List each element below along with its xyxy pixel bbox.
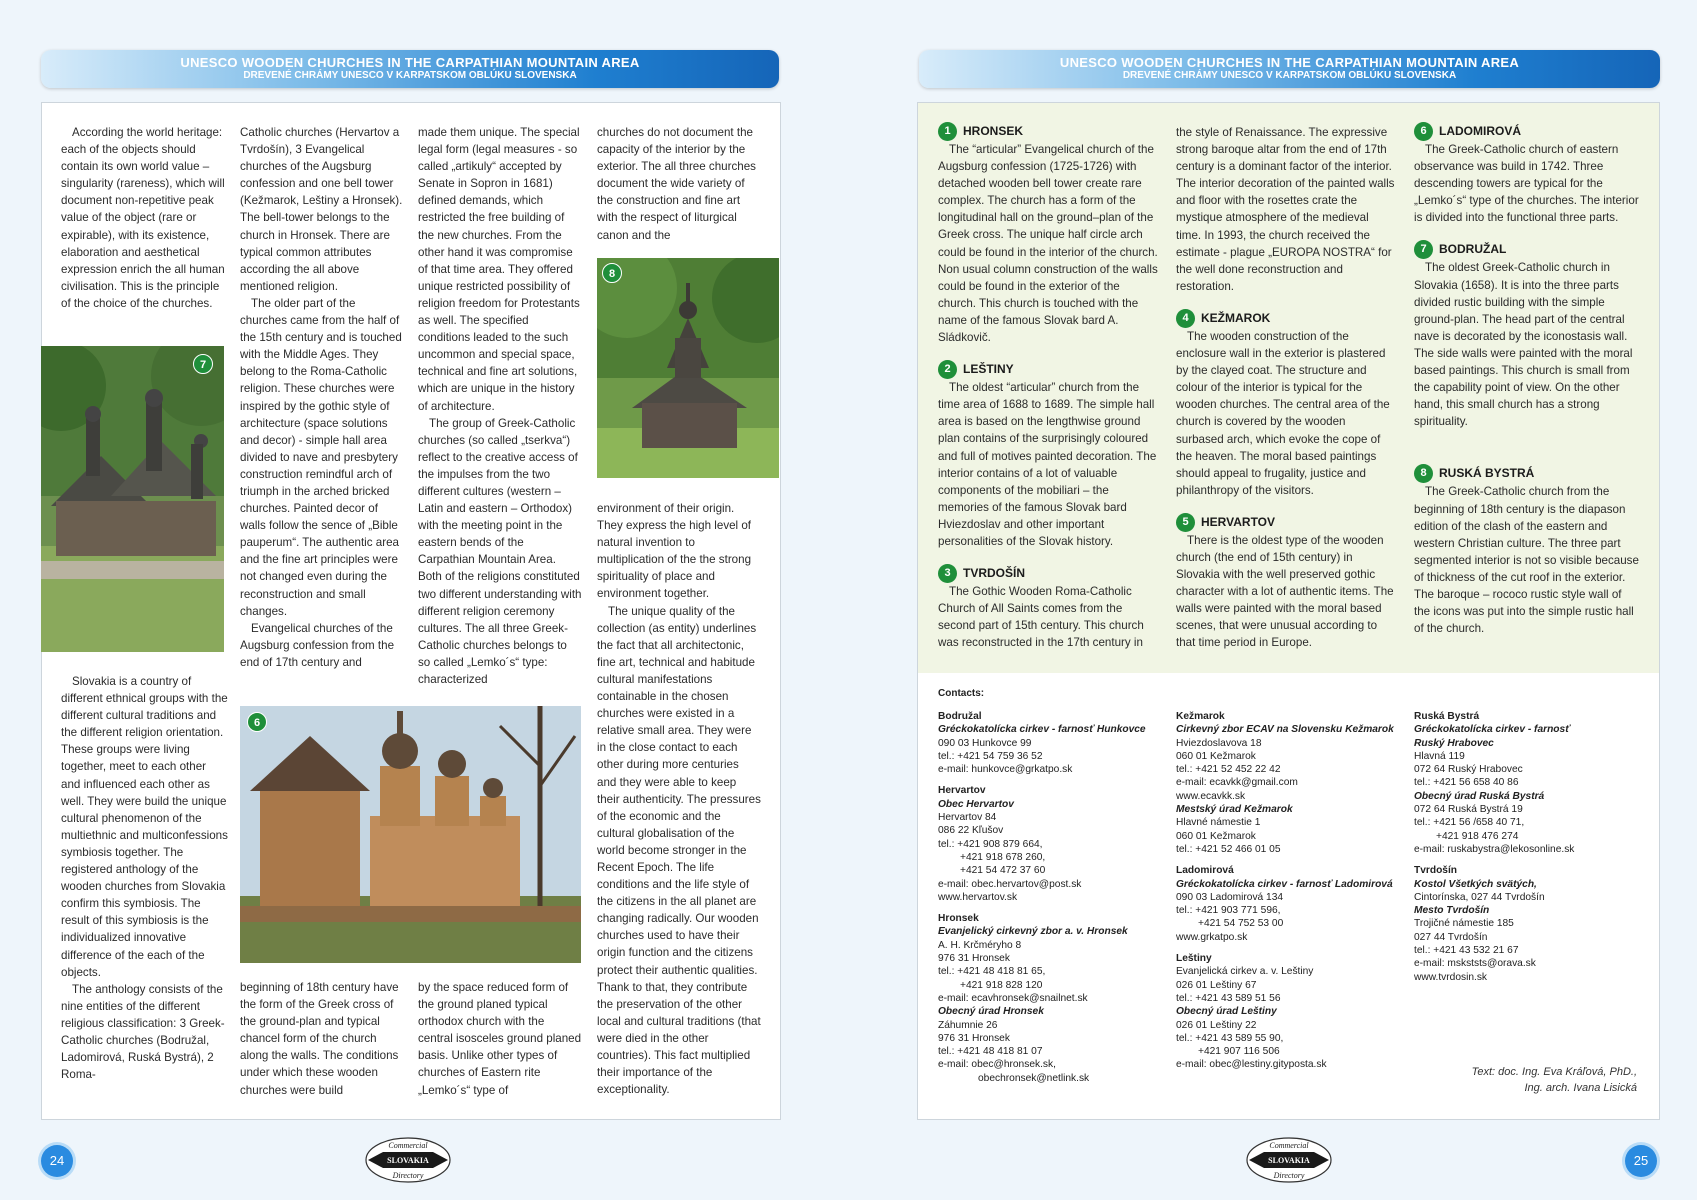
column-3-top	[418, 124, 582, 688]
contact-spacer	[938, 904, 1160, 912]
paragraph: According the world heritage: each of the objects should contain its own world value – singularity (rareness), which will document non-repetitive peak value of the object (rare or expirable), with its existence, elaboration and aesthetical expression enrich the all human civilisation. This is the principle of the choice of the churches.	[61, 126, 225, 310]
section-text: The Greek-Catholic church of eastern observance was build in 1742. Three descending towers are typical for the „Lemko´s“ type of the churches. The interior is divided into the functional three parts.	[1414, 143, 1639, 225]
header-banner	[919, 50, 1660, 88]
contact-line: www.tvrdosin.sk	[1414, 971, 1488, 983]
section-text: The oldest Greek-Catholic church in Slovakia (1658). It is into the three parts divided rustic building with the simple ground-plan. The head part of the central nave is decorated by the iconostasis wall. The side walls were painted with the moral based paintings. This church is small from the capability point of view. On the other hand, this small church has a strong spirituality.	[1414, 261, 1633, 429]
contact-organization: Mestský úrad Kežmarok	[1176, 804, 1293, 816]
contact-line: tel.: +421 56 658 40 86	[1414, 777, 1519, 789]
contact-line: tel.: +421 52 466 01 05	[1176, 843, 1281, 855]
contact-line: www.hervartov.sk	[938, 891, 1018, 903]
contact-spacer	[1176, 856, 1398, 864]
column-2-top	[240, 124, 403, 671]
contact-line: obechronsek@netlink.sk	[978, 1072, 1090, 1084]
section-title: HERVARTOV	[1201, 514, 1276, 529]
contact-organization: Gréckokatolícka cirkev - farnosť Ladomirová	[1176, 878, 1393, 890]
contact-line: 976 31 Hronsek	[938, 953, 1010, 965]
contact-organization: Evanjelický cirkevný zbor a. v. Hronsek	[938, 926, 1128, 938]
contacts-column-3	[1414, 710, 1636, 984]
svg-text:Directory: Directory	[392, 1171, 424, 1180]
contact-line: Cintorínska, 027 44 Tvrdošín	[1414, 891, 1545, 903]
paragraph: The group of Greek-Catholic churches (so called „tserkva“) reflect to the creative access of the impulses from the two different cultures (western – Latin and eastern – Orthodox) with the meeting point in the eastern bends of the Carpathian Mountain Area. Both of the religions constituted two different understanding with different religion ceremony cultures. The all three Greek-Catholic churches belongs to so called „Lemko´s“ type: characterized	[418, 416, 582, 686]
paragraph: The anthology consists of the nine entities of the different religious classification: 3 Greek-Catholic churches (Bodružal, Ladomirová, Ruská Bystrá), 2 Roma-	[61, 982, 225, 1082]
photo-badge-6: 6	[247, 712, 267, 732]
section-title: LADOMIROVÁ	[1439, 123, 1521, 138]
column-1-bottom	[61, 673, 228, 1083]
section-text: the style of Renaissance. The expressive strong baroque altar from the end of 17th century is a dominant factor of the interior. The interior decoration of the painted walls and floor with the rosettes crate the mystique atmosphere of the medieval time. In 1993, the church received the estimate - plague „EUROPA NOSTRA“ for the well done reconstruction and restoration.	[1176, 126, 1395, 293]
contact-location: Hervartov	[938, 785, 986, 797]
credit-line: Text: doc. Ing. Eva Kráľová, PhD.,	[1471, 1066, 1637, 1078]
contact-line: e-mail: ruskabystra@lekosonline.sk	[1414, 843, 1575, 855]
contact-location: Ruská Bystrá	[1414, 711, 1480, 722]
contact-location: Leštiny	[1176, 953, 1212, 965]
paragraph: environment of their origin. They express the high level of natural invention to multiplication of the the strong spirituality of place and environment together.	[597, 502, 752, 601]
credit-line: Ing. arch. Ivana Lisická	[1524, 1082, 1637, 1094]
contact-line: +421 54 472 37 60	[960, 865, 1046, 877]
section-heading	[938, 122, 1160, 141]
page-number: 24	[41, 1145, 73, 1177]
paragraph: Slovakia is a country of different ethnical groups with the different cultural traditions and the different religion orientation. These groups were living together, meet to each other and influenced each other as well. They were build the unique cultural phenomenon of the multiethnic and multiconfessions symbiosis together. The registered anthology of the wooden churches from Slovakia confirm this symbiosis. The result of this symbiosis is the individualized innovative difference of the each of the objects.	[61, 675, 228, 979]
contact-organization: Ruský Hrabovec	[1414, 737, 1494, 749]
contact-organization: Obecný úrad Ruská Bystrá	[1414, 790, 1545, 802]
contact-line: tel.: +421 43 589 51 56	[1176, 992, 1281, 1004]
contact-line: 090 03 Hunkovce 99	[938, 737, 1032, 749]
contact-line: www.grkatpo.sk	[1176, 931, 1248, 943]
contact-line: tel.: +421 43 589 55 90,	[1176, 1032, 1284, 1044]
column-2-bottom	[240, 979, 403, 1099]
section-title: TVRDOŠÍN	[963, 566, 1026, 581]
contact-organization: Obecný úrad Hronsek	[938, 1006, 1044, 1018]
contact-line: 086 22 Kľušov	[938, 825, 1004, 837]
section-text: The Gothic Wooden Roma-Catholic Church of All Saints comes from the second part of 15th century. This church was reconstructed in the 17th century in	[938, 585, 1144, 650]
section-heading	[1176, 309, 1396, 328]
section-text: The oldest “articular” church from the time area of 1688 to 1689. The simple hall area is based on the lengthwise ground plan contains of the surprisingly coloured and full of motives painted decoration. The interior contains of a lot of valuable components of the mobiliari – the memories of the famous Slovak bard Hviezdoslav and other important personalities of the Slovak history.	[938, 381, 1157, 548]
contact-spacer	[1414, 856, 1636, 864]
section-title: KEŽMAROK	[1201, 310, 1271, 325]
section-text: The wooden construction of the enclosure wall in the exterior is plastered by the clayed coat. The structure and colour of the interior is typical for the wooden churches. The central area of the church is covered by the wooden surbased arch, which evoke the cope of the heaven. The moral based paintings should appeal to frugality, justice and philanthropy of the visitors.	[1176, 329, 1390, 497]
contact-line: 976 31 Hronsek	[938, 1032, 1010, 1044]
contact-organization: Kostol Všetkých svätých,	[1414, 878, 1537, 890]
contact-line: tel.: +421 908 879 664,	[938, 838, 1043, 850]
column-1-top	[61, 124, 228, 312]
section-heading	[1414, 464, 1639, 483]
section-number-badge: 3	[938, 564, 957, 583]
contact-line: Evanjelická cirkev a. v. Leštiny	[1176, 966, 1314, 978]
svg-text:SLOVAKIA: SLOVAKIA	[1268, 1156, 1310, 1165]
photo-ladomirova	[240, 706, 581, 963]
section-number-badge: 5	[1176, 513, 1195, 532]
contact-line: e-mail: ecavhronsek@snailnet.sk	[938, 992, 1088, 1004]
contact-line: +421 918 828 120	[960, 979, 1043, 991]
contact-line: Záhumnie 26	[938, 1019, 998, 1031]
paragraph: beginning of 18th century have the form of the Greek cross of the ground-plan and typical chancel form of the church along the walls. The conditions under which these wooden churches were build	[240, 981, 399, 1097]
paragraph: by the space reduced form of the ground planed typical orthodox church with the central isosceles ground planed basis. Unlike other types of churches of Eastern rite „Lemko´s“ type of	[418, 981, 582, 1097]
contact-line: Hlavné námestie 1	[1176, 817, 1261, 829]
contact-line: +421 918 476 274	[1436, 830, 1519, 842]
header-subtitle: DREVENÉ CHRÁMY UNESCO V KARPATSKOM OBLÚKU SLOVENSKA	[243, 70, 577, 81]
contacts-column-2	[1176, 710, 1398, 1072]
header-subtitle: DREVENÉ CHRÁMY UNESCO V KARPATSKOM OBLÚKU SLOVENSKA	[1122, 70, 1457, 81]
text-credit	[1369, 1064, 1637, 1096]
section-number-badge: 8	[1414, 464, 1433, 483]
contact-line: +421 54 752 53 00	[1198, 918, 1284, 930]
contact-organization: Gréckokatolícka cirkev - farnosť	[1414, 724, 1571, 736]
contact-line: 026 01 Leštiny 22	[1176, 1019, 1257, 1031]
section-heading	[1176, 513, 1396, 532]
contacts-label: Contacts:	[938, 688, 985, 699]
contact-location: Tvrdošín	[1414, 865, 1458, 877]
paragraph: The unique quality of the collection (as entity) underlines the fact that all architectonic, fine art, technical and habitude cultural manifestations containable in the chosen churches were existed in a relative small area. They were in the close contact to each other during more centuries and they were able to keep their authenticity. The pressures of the economic and the cultural globalisation of the world become stronger in the Recent Epoch. The life conditions and the life style of the citizens in the all planet are changing radically. Our wooden churches used to have their origin function and the citizens protect their authentic qualities. Thank to that, they contribute the preservation of the other local and cultural traditions (that were died in the other countries). This fact multiplied their importance of the exceptionality.	[597, 604, 761, 1097]
contact-line: tel.: +421 48 418 81 07	[938, 1046, 1043, 1058]
church-ruska-bystra-image	[597, 258, 779, 478]
svg-text:Directory: Directory	[1273, 1171, 1305, 1180]
commercial-slovakia-directory-logo	[1244, 1135, 1334, 1185]
header-banner	[41, 50, 779, 88]
contact-line: 072 64 Ruský Hrabovec	[1414, 764, 1523, 776]
contact-organization: Gréckokatolícka cirkev - farnosť Hunkovce	[938, 724, 1146, 736]
svg-text:Commercial: Commercial	[388, 1141, 428, 1150]
contact-line: Hlavná 119	[1414, 750, 1465, 762]
photo-ruska-bystra	[597, 258, 779, 478]
contact-line: tel.: +421 54 759 36 52	[938, 750, 1043, 762]
contact-line: 027 44 Tvrdošín	[1414, 931, 1488, 943]
contact-line: +421 907 116 506	[1198, 1046, 1280, 1058]
section-heading	[938, 360, 1160, 379]
contact-spacer	[938, 776, 1160, 784]
contact-line: 060 01 Kežmarok	[1176, 750, 1256, 762]
contact-line: tel.: +421 903 771 596,	[1176, 905, 1281, 917]
left-page	[0, 0, 848, 1200]
photo-badge-8: 8	[602, 263, 622, 283]
section-title: BODRUŽAL	[1439, 242, 1507, 257]
paragraph: Catholic churches (Hervartov a Tvrdošín), 3 Evangelical churches of the Augsburg confession and one bell tower (Kežmarok, Leštiny a Hronsek). The bell-tower belongs to the church in Hronsek. There are typical common attributes according the all above mentioned religion.	[240, 126, 403, 293]
contact-line: 026 01 Leštiny 67	[1176, 979, 1257, 991]
church-ladomirova-image	[240, 706, 581, 963]
contact-line: www.ecavkk.sk	[1176, 790, 1246, 802]
header-title: UNESCO WOODEN CHURCHES IN THE CARPATHIAN MOUNTAIN AREA	[180, 55, 640, 70]
contact-line: 090 03 Ladomirová 134	[1176, 891, 1284, 903]
contact-location: Hronsek	[938, 913, 979, 925]
contacts-column-1	[938, 710, 1160, 1085]
contact-line: e-mail: obec@hronsek.sk,	[938, 1059, 1056, 1071]
paragraph: churches do not document the capacity of the interior by the exterior. The all three churches document the wide variety of the construction and fine art with the respect of liturgical canon and the	[597, 126, 756, 242]
section-title: HRONSEK	[963, 123, 1024, 138]
photo-bodruzal	[41, 346, 224, 652]
section-number-badge: 7	[1414, 240, 1433, 259]
contact-line: Trojičné námestie 185	[1414, 918, 1514, 930]
church-bodruzal-image	[41, 346, 224, 652]
svg-text:SLOVAKIA: SLOVAKIA	[387, 1156, 429, 1165]
contact-line: tel.: +421 48 418 81 65,	[938, 966, 1046, 978]
section-heading	[1414, 122, 1639, 141]
section-text: The Greek-Catholic church from the beginning of 18th century is the diapason edition of the clash of the eastern and western Christian culture. The three part segmented interior is not so visible because of thickness of the cut roof in the exterior. The baroque – rococo rustic style wall of the icons was put into the simple rustic hall of the church.	[1414, 485, 1639, 636]
photo-badge-7: 7	[193, 354, 213, 374]
commercial-slovakia-directory-logo	[363, 1135, 453, 1185]
right-page	[849, 0, 1697, 1200]
contact-location: Bodružal	[938, 711, 982, 722]
paragraph: made them unique. The special legal form (legal measures - so called „artikuly“ accepted by Senate in Sopron in 1681) defined demands, which restricted the free building of the new churches. From the other hand it was compromise of that time area. They offered unique restricted possibility of religion freedom for Protestants as well. The specified conditions leaded to the such uncommon and special space, technical and fine art solutions, which are unique in the history of architecture.	[418, 126, 580, 413]
section-text: There is the oldest type of the wooden church (the end of 15th century) in Slovakia with the well preserved gothic character with a lot of authentic items. The walls were painted with the moral based scenes, that were unusual according to that time period in Europe.	[1176, 533, 1394, 650]
contact-location: Ladomirová	[1176, 865, 1234, 877]
section-number-badge: 6	[1414, 122, 1433, 141]
contact-organization: Cirkevný zbor ECAV na Slovensku Kežmarok	[1176, 724, 1394, 736]
contact-line: tel.: +421 43 532 21 67	[1414, 945, 1519, 957]
header-title: UNESCO WOODEN CHURCHES IN THE CARPATHIAN MOUNTAIN AREA	[1059, 55, 1520, 70]
section-title: LEŠTINY	[963, 362, 1014, 377]
sections-column-1	[938, 120, 1160, 651]
section-number-badge: 2	[938, 360, 957, 379]
section-number-badge: 1	[938, 122, 957, 141]
section-text: The “articular” Evangelical church of the Augsburg confession (1725-1726) with detached wooden bell tower create rare complex. The church has a form of the longitudinal hall on the ground–plan of the Greek cross. The unique half circle arch could be found in the interior of the church. Non usual column construction of the walls could be found in the exterior of the church. This church is touched with the name of the famous Slovak bard A. Sládkovič.	[938, 143, 1158, 345]
page-number: 25	[1625, 1145, 1657, 1177]
contact-line: Hervartov 84	[938, 812, 997, 824]
contact-line: e-mail: ecavkk@gmail.com	[1176, 777, 1298, 789]
contact-line: 060 01 Kežmarok	[1176, 830, 1256, 842]
contact-line: e-mail: obec@lestiny.gitypostа.sk	[1176, 1059, 1327, 1071]
sections-column-2	[1176, 124, 1396, 652]
contact-organization: Obec Hervartov	[938, 798, 1014, 810]
column-4-top	[597, 124, 761, 244]
section-title: RUSKÁ BYSTRÁ	[1439, 466, 1535, 481]
contact-line: tel.: +421 56 /658 40 71,	[1414, 817, 1525, 829]
section-heading	[938, 564, 1160, 583]
contact-line: +421 918 678 260,	[960, 851, 1046, 863]
contact-line: A. H. Krčméryho 8	[938, 939, 1022, 951]
contact-line: Hviezdoslavova 18	[1176, 737, 1262, 749]
contact-line: e-mail: obec.hervartov@post.sk	[938, 878, 1082, 890]
column-3-bottom	[418, 979, 582, 1099]
section-number-badge: 4	[1176, 309, 1195, 328]
contact-location: Kežmarok	[1176, 711, 1225, 722]
svg-text:Commercial: Commercial	[1269, 1141, 1309, 1150]
column-4-bottom	[597, 500, 761, 1098]
contact-line: 072 64 Ruská Bystrá 19	[1414, 804, 1523, 816]
paragraph: Evangelical churches of the Augsburg confession from the end of 17th century and	[240, 621, 395, 669]
contact-line: e-mail: mskststs@orava.sk	[1414, 958, 1536, 970]
contact-organization: Mesto Tvrdošín	[1414, 905, 1490, 917]
paragraph: The older part of the churches came from the half of the 15th century and is touched with the Middle Ages. They belong to the Roma-Catholic religion. These churches were inspired by the gothic style of architecture (space solutions and decor) - simple hall area divided to nave and presbytery construction remindful arch of triumph in the arched bricked churches. Painted decor of walls follow the sence of „Bible pauperum“. The authentic area and the fine art principles were not changed even during the reconstruction and small changes.	[240, 296, 402, 618]
section-heading	[1414, 240, 1639, 259]
contact-line: tel.: +421 52 452 22 42	[1176, 764, 1281, 776]
contact-spacer	[1176, 944, 1398, 952]
contact-line: e-mail: hunkovce@grkatpo.sk	[938, 764, 1073, 776]
sections-column-3	[1414, 120, 1639, 637]
contact-organization: Obecný úrad Leštiny	[1176, 1006, 1277, 1018]
